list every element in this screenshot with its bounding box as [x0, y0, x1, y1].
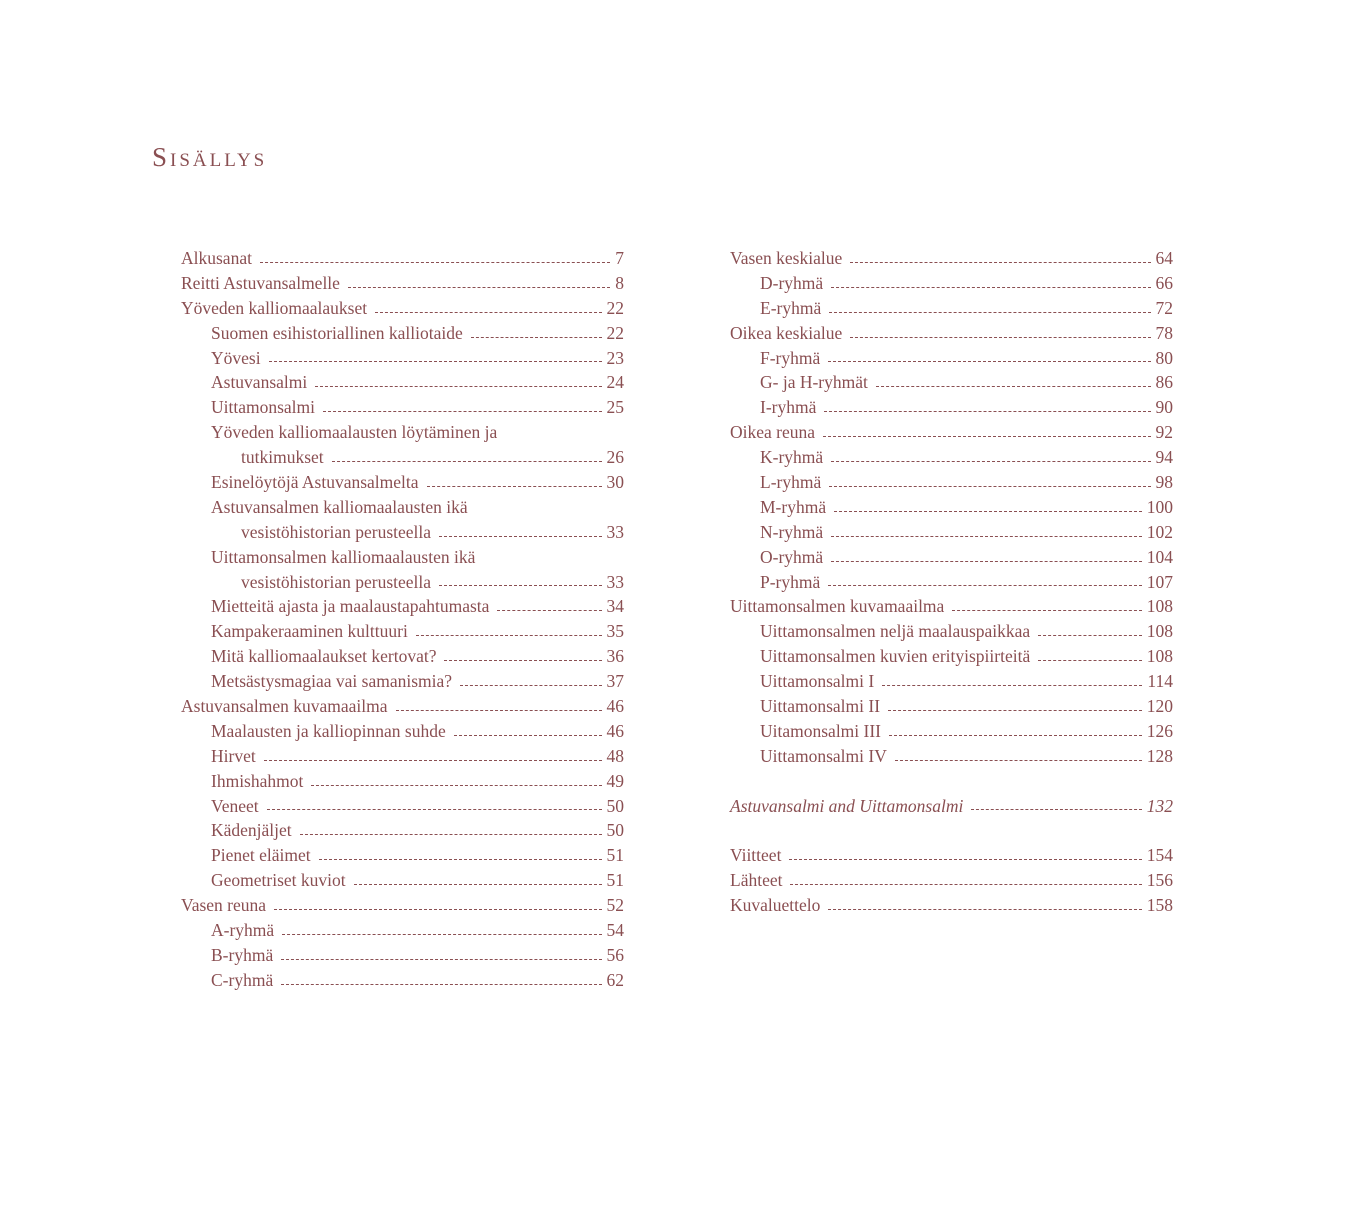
toc-entry-page-number: 36 [606, 646, 624, 667]
toc-entry[interactable] [730, 321, 1173, 346]
toc-entry-page-number: 86 [1155, 372, 1173, 393]
toc-entry-page-number: 78 [1155, 322, 1173, 343]
toc-entry-label: L-ryhmä [760, 472, 822, 493]
toc-entry-label: Pienet eläimet [211, 845, 311, 866]
toc-entry-page-number: 108 [1146, 596, 1173, 617]
toc-entry[interactable] [181, 246, 624, 271]
toc-entry[interactable] [181, 445, 624, 470]
toc-entry-page-number: 80 [1155, 347, 1173, 368]
toc-entry-label: Vasen keskialue [730, 248, 843, 268]
toc-entry[interactable] [730, 395, 1173, 420]
toc-entry-page-number: 72 [1155, 297, 1173, 318]
toc-dot-leader [460, 685, 601, 686]
toc-dot-leader [354, 884, 602, 885]
toc-entry-page-number: 108 [1146, 646, 1173, 667]
toc-entry[interactable] [181, 968, 624, 993]
toc-dot-leader [264, 760, 602, 761]
toc-entry-page-number: 37 [606, 671, 624, 692]
toc-entry-page-number: 22 [606, 322, 624, 343]
toc-entry[interactable] [181, 769, 624, 794]
toc-entry-label: Alkusanat [181, 248, 252, 268]
toc-entry-page-number: 108 [1146, 621, 1173, 642]
toc-entry[interactable] [181, 495, 624, 520]
toc-entry-page-number: 102 [1146, 521, 1173, 542]
toc-entry-page-number: 46 [606, 720, 624, 741]
toc-entry-page-number: 158 [1146, 895, 1173, 916]
toc-dot-leader [323, 411, 601, 412]
toc-entry-page-number: 51 [606, 845, 624, 866]
toc-entry-page-number: 49 [606, 770, 624, 791]
toc-dot-leader [971, 809, 1141, 810]
toc-dot-leader [1038, 635, 1142, 636]
toc-entry-label: Uittamonsalmen neljä maalauspaikkaa [760, 621, 1031, 642]
toc-entry-label: Reitti Astuvansalmelle [181, 272, 340, 293]
toc-entry-label: Esinelöytöjä Astuvansalmelta [211, 472, 419, 493]
toc-dot-leader [952, 610, 1141, 611]
toc-dot-leader [888, 710, 1142, 711]
toc-entry-page-number: 64 [1155, 248, 1173, 268]
toc-entry-page-number: 50 [606, 820, 624, 841]
toc-entry-label: K-ryhmä [760, 447, 824, 468]
toc-entry-label: I-ryhmä [760, 397, 817, 418]
toc-entry-label: N-ryhmä [760, 521, 824, 542]
toc-dot-leader [311, 785, 601, 786]
toc-entry-label: D-ryhmä [760, 272, 824, 293]
toc-entry-page-number: 128 [1146, 745, 1173, 766]
toc-dot-leader [439, 536, 601, 537]
toc-dot-leader [300, 834, 602, 835]
toc-dot-leader [332, 461, 602, 462]
toc-dot-leader [790, 884, 1141, 885]
toc-entry-page-number: 66 [1155, 272, 1173, 293]
toc-entry-page-number: 35 [606, 621, 624, 642]
toc-entry-label: Uitamonsalmi III [760, 720, 882, 741]
toc-entry-label: Yövesi [211, 347, 261, 368]
toc-dot-leader [267, 809, 602, 810]
toc-entry-page-number: 52 [606, 895, 624, 916]
toc-entry-page-number: 7 [615, 248, 624, 268]
toc-entry[interactable] [730, 246, 1173, 271]
toc-entry[interactable] [181, 346, 624, 371]
toc-dot-leader [828, 585, 1141, 586]
toc-dot-leader [444, 660, 601, 661]
toc-entry[interactable] [730, 495, 1173, 520]
toc-entry[interactable] [730, 794, 1173, 819]
toc-entry[interactable] [730, 619, 1173, 644]
toc-entry-label: Uittamonsalmi [211, 397, 316, 418]
toc-entry-label: Veneet [211, 795, 259, 816]
toc-spacer [730, 818, 1173, 843]
toc-entry-label: Oikea keskialue [730, 322, 843, 343]
toc-entry[interactable] [181, 794, 624, 819]
toc-dot-leader [281, 959, 601, 960]
toc-entry-label: Uittamonsalmen kuvien erityispiirteitä [760, 646, 1031, 667]
toc-dot-leader [439, 585, 601, 586]
toc-entry-page-number: 120 [1146, 696, 1173, 717]
toc-entry[interactable] [181, 470, 624, 495]
toc-dot-leader [454, 735, 602, 736]
toc-entry-label: G- ja H-ryhmät [760, 372, 868, 393]
toc-entry-page-number: 92 [1155, 422, 1173, 443]
toc-spacer [730, 769, 1173, 794]
toc-entry[interactable] [181, 893, 624, 918]
toc-entry-label: Kampakeraaminen kulttuuri [211, 621, 408, 642]
toc-entry[interactable] [730, 893, 1173, 918]
toc-entry[interactable] [730, 346, 1173, 371]
toc-entry[interactable] [730, 570, 1173, 595]
page-title: Sisällys [152, 142, 268, 172]
toc-dot-leader [834, 511, 1142, 512]
toc-entry-label: Astuvansalmi and Uittamonsalmi [730, 795, 964, 816]
toc-entry-label: Uittamonsalmi IV [760, 745, 887, 766]
toc-entry-page-number: 156 [1146, 870, 1173, 891]
toc-dot-leader [828, 909, 1141, 910]
toc-entry[interactable] [181, 818, 624, 843]
toc-entry-page-number: 22 [606, 297, 624, 318]
toc-dot-leader [895, 760, 1142, 761]
toc-entry[interactable] [181, 594, 624, 619]
toc-entry-label: B-ryhmä [211, 944, 274, 965]
toc-dot-leader [850, 262, 1150, 263]
toc-dot-leader [1038, 660, 1142, 661]
toc-dot-leader [831, 287, 1150, 288]
toc-entry-label: A-ryhmä [211, 920, 275, 941]
toc-dot-leader [416, 635, 602, 636]
toc-entry-label: Uittamonsalmi I [760, 671, 875, 692]
toc-entry-label: Geometriset kuviot [211, 870, 346, 891]
toc-entry-label: Kuvaluettelo [730, 895, 821, 916]
toc-entry-page-number: 107 [1146, 571, 1173, 592]
toc-entry-label: Yöveden kalliomaalaukset [181, 297, 368, 318]
toc-entry-label: Astuvansalmi [211, 372, 308, 393]
toc-entry-label: O-ryhmä [760, 546, 824, 567]
toc-entry-page-number: 154 [1146, 845, 1173, 866]
toc-entry-page-number: 34 [606, 596, 624, 617]
toc-entry[interactable] [730, 843, 1173, 868]
toc-entry-label: Uittamonsalmen kuvamaailma [730, 596, 945, 617]
toc-entry[interactable] [730, 594, 1173, 619]
toc-entry-label: Vasen reuna [181, 895, 267, 916]
toc-dot-leader [824, 411, 1150, 412]
toc-entry-page-number: 104 [1146, 546, 1173, 567]
toc-entry-page-number: 23 [606, 347, 624, 368]
toc-dot-leader [427, 486, 602, 487]
toc-entry[interactable] [730, 296, 1173, 321]
toc-entry-label: vesistöhistorian perusteella [241, 521, 432, 542]
toc-entry[interactable] [730, 520, 1173, 545]
toc-entry-page-number: 132 [1146, 795, 1173, 816]
toc-entry[interactable] [181, 619, 624, 644]
toc-dot-leader [281, 984, 601, 985]
toc-entry[interactable] [181, 296, 624, 321]
toc-dot-leader [828, 361, 1150, 362]
toc-entry-label: Maalausten ja kalliopinnan suhde [211, 720, 446, 741]
toc-entry-label: Yöveden kalliomaalausten löytäminen ja [211, 422, 498, 443]
toc-entry[interactable] [730, 271, 1173, 296]
toc-entry-page-number: 114 [1147, 671, 1173, 692]
toc-dot-leader [471, 337, 602, 338]
toc-entry-page-number: 90 [1155, 397, 1173, 418]
toc-entry-page-number: 100 [1146, 496, 1173, 517]
toc-dot-leader [829, 312, 1150, 313]
toc-dot-leader [315, 386, 601, 387]
toc-dot-leader [274, 909, 601, 910]
toc-dot-leader [831, 536, 1142, 537]
toc-dot-leader [282, 934, 601, 935]
toc-dot-leader [789, 859, 1141, 860]
toc-entry-label: Suomen esihistoriallinen kalliotaide [211, 322, 463, 343]
toc-entry-label: Mietteitä ajasta ja maalaustapahtumasta [211, 596, 490, 617]
toc-entry-page-number: 46 [606, 696, 624, 717]
toc-dot-leader [829, 486, 1150, 487]
toc-dot-leader [876, 386, 1151, 387]
toc-entry[interactable] [181, 744, 624, 769]
toc-entry[interactable] [181, 520, 624, 545]
toc-entry[interactable] [181, 370, 624, 395]
toc-entry-label: Lähteet [730, 870, 783, 891]
toc-entry[interactable] [181, 321, 624, 346]
toc-entry-page-number: 54 [606, 920, 624, 941]
toc-entry[interactable] [730, 719, 1173, 744]
toc-entry-page-number: 98 [1155, 472, 1173, 493]
toc-entry-label: Viitteet [730, 845, 782, 866]
toc-entry[interactable] [181, 545, 624, 570]
toc-dot-leader [375, 312, 601, 313]
toc-entry-label: F-ryhmä [760, 347, 821, 368]
toc-entry[interactable] [181, 395, 624, 420]
toc-entry-label: Mitä kalliomaalaukset kertovat? [211, 646, 437, 667]
toc-entry-label: Astuvansalmen kuvamaailma [181, 696, 388, 717]
toc-entry[interactable] [730, 445, 1173, 470]
toc-entry-page-number: 33 [606, 521, 624, 542]
toc-entry[interactable] [730, 420, 1173, 445]
toc-entry[interactable] [181, 669, 624, 694]
toc-right-column [730, 246, 1173, 918]
toc-dot-leader [882, 685, 1142, 686]
toc-entry[interactable] [181, 271, 624, 296]
toc-entry-label: M-ryhmä [760, 496, 827, 517]
toc-entry-page-number: 30 [606, 472, 624, 493]
toc-entry[interactable] [730, 868, 1173, 893]
toc-entry-page-number: 50 [606, 795, 624, 816]
toc-entry-page-number: 94 [1155, 447, 1173, 468]
toc-entry-page-number: 8 [615, 272, 624, 293]
toc-entry-label: Metsästysmagiaa vai samanismia? [211, 671, 453, 692]
toc-entry[interactable] [181, 918, 624, 943]
toc-entry[interactable] [181, 843, 624, 868]
toc-entry-label: Ihmishahmot [211, 770, 304, 791]
toc-entry-label: Uittamonsalmen kalliomaalausten ikä [211, 546, 476, 567]
toc-dot-leader [497, 610, 601, 611]
toc-dot-leader [260, 262, 610, 263]
toc-left-column [181, 246, 624, 993]
toc-entry-page-number: 24 [606, 372, 624, 393]
toc-entry-page-number: 25 [606, 397, 624, 418]
toc-entry-label: C-ryhmä [211, 969, 274, 990]
toc-entry[interactable] [730, 644, 1173, 669]
toc-entry-label: vesistöhistorian perusteella [241, 571, 432, 592]
toc-dot-leader [396, 710, 602, 711]
toc-dot-leader [348, 287, 610, 288]
toc-entry-page-number: 62 [606, 969, 624, 990]
toc-entry-label: Hirvet [211, 745, 256, 766]
toc-entry-page-number: 56 [606, 944, 624, 965]
toc-entry[interactable] [181, 719, 624, 744]
toc-entry[interactable] [181, 570, 624, 595]
toc-entry[interactable] [181, 943, 624, 968]
toc-entry-label: P-ryhmä [760, 571, 821, 592]
toc-entry-page-number: 48 [606, 745, 624, 766]
toc-dot-leader [823, 436, 1150, 437]
toc-entry-page-number: 26 [606, 447, 624, 468]
toc-entry-label: tutkimukset [241, 447, 324, 468]
toc-entry[interactable] [730, 470, 1173, 495]
toc-entry-label: Uittamonsalmi II [760, 696, 881, 717]
toc-entry-label: E-ryhmä [760, 297, 822, 318]
toc-entry-label: Kädenjäljet [211, 820, 292, 841]
toc-entry-page-number: 51 [606, 870, 624, 891]
toc-entry-page-number: 126 [1146, 720, 1173, 741]
toc-entry[interactable] [730, 694, 1173, 719]
toc-dot-leader [319, 859, 602, 860]
toc-entry[interactable] [730, 744, 1173, 769]
toc-entry[interactable] [181, 868, 624, 893]
toc-dot-leader [831, 461, 1150, 462]
toc-dot-leader [831, 561, 1142, 562]
toc-entry-label: Oikea reuna [730, 422, 816, 443]
toc-entry-label: Astuvansalmen kalliomaalausten ikä [211, 496, 468, 517]
toc-entry[interactable] [181, 644, 624, 669]
toc-dot-leader [269, 361, 602, 362]
toc-entry[interactable] [730, 370, 1173, 395]
toc-entry[interactable] [730, 669, 1173, 694]
toc-dot-leader [850, 337, 1150, 338]
toc-entry[interactable] [730, 545, 1173, 570]
toc-entry[interactable] [181, 694, 624, 719]
toc-entry[interactable] [181, 420, 624, 445]
toc-entry-page-number: 33 [606, 571, 624, 592]
toc-dot-leader [889, 735, 1142, 736]
